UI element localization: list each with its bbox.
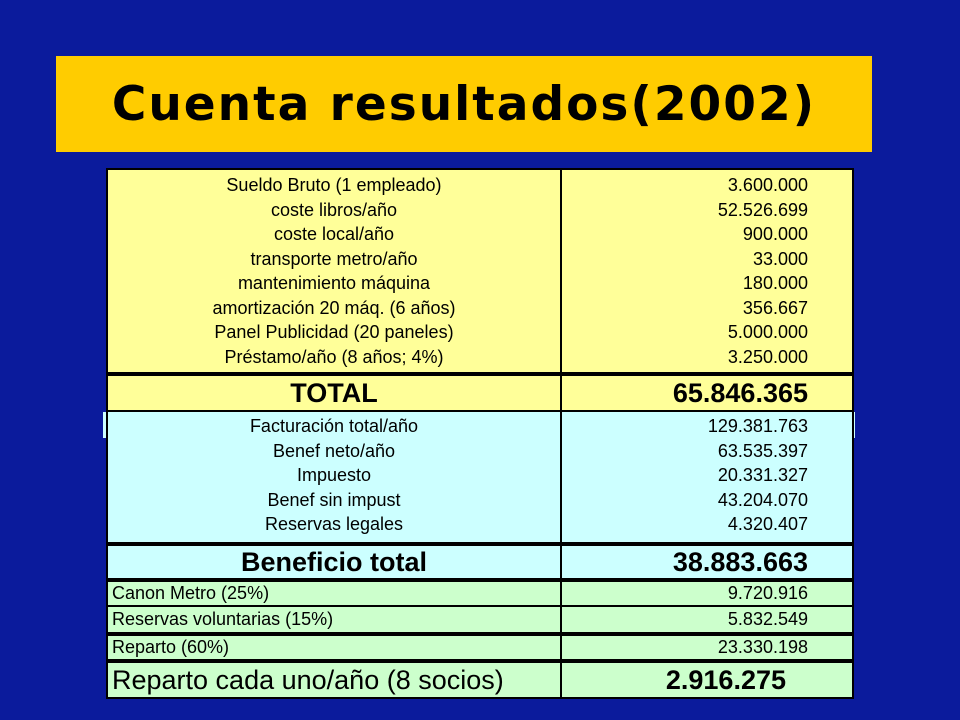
- cost-label: transporte metro/año: [250, 248, 418, 269]
- costs-values: [562, 170, 852, 372]
- reservas-voluntarias-row: [106, 607, 854, 634]
- cost-label: amortización 20 máq. (6 años): [212, 297, 456, 318]
- income-label: Facturación total/año: [249, 416, 419, 436]
- cost-label: mantenimiento máquina: [237, 273, 431, 293]
- total-value: 65.846.365: [672, 377, 808, 408]
- cost-value: 356.667: [742, 297, 808, 318]
- reparto-socio-label: Reparto cada uno/año (8 socios): [108, 663, 562, 697]
- page-title: Cuenta resultados(2002): [111, 76, 817, 132]
- reservas-voluntarias-label: Reservas voluntarias (15%): [108, 607, 562, 632]
- income-label: Reservas legales: [264, 514, 404, 534]
- cost-value: 3.600.000: [727, 175, 808, 195]
- cost-value: 3.250.000: [727, 346, 808, 367]
- income-value: 20.331.327: [717, 465, 808, 485]
- reparto-socio-row: [106, 661, 854, 699]
- reservas-voluntarias-value: 5.832.549: [727, 609, 808, 630]
- reparto-label: Reparto (60%): [108, 636, 562, 659]
- cost-value: 33.000: [752, 248, 808, 269]
- cost-label: coste local/año: [273, 224, 395, 244]
- costs-table: [106, 168, 854, 374]
- income-labels: [108, 412, 562, 542]
- income-value: 4.320.407: [727, 514, 808, 534]
- income-values: [562, 412, 852, 542]
- income-label: Benef sin impust: [267, 489, 401, 510]
- reparto-row: [106, 634, 854, 661]
- total-label: TOTAL: [108, 376, 562, 410]
- cost-label: Sueldo Bruto (1 empleado): [226, 175, 442, 195]
- cost-value: 5.000.000: [727, 322, 808, 342]
- canon-row: [106, 580, 854, 607]
- income-value: 129.381.763: [707, 416, 808, 436]
- cost-value: 900.000: [742, 224, 808, 244]
- canon-value: 9.720.916: [727, 583, 808, 604]
- income-label: Benef neto/año: [272, 440, 396, 461]
- reparto-socio-value: 2.916.275: [665, 664, 786, 695]
- cost-label: Préstamo/año (8 años; 4%): [224, 346, 444, 367]
- total-row: [106, 374, 854, 412]
- cost-value: 52.526.699: [717, 199, 808, 220]
- costs-labels: [108, 170, 562, 372]
- income-value: 43.204.070: [717, 489, 808, 510]
- income-label: Impuesto: [296, 465, 372, 485]
- cost-label: coste libros/año: [270, 199, 398, 220]
- title-banner: [56, 56, 872, 152]
- beneficio-total-label: Beneficio total: [108, 546, 562, 578]
- cost-value: 180.000: [742, 273, 808, 293]
- income-table: [106, 412, 854, 544]
- beneficio-total-value: 38.883.663: [672, 546, 808, 577]
- cost-label: Panel Publicidad (20 paneles): [214, 322, 454, 342]
- reparto-value: 23.330.198: [717, 637, 808, 658]
- beneficio-total-row: [106, 544, 854, 580]
- canon-label: Canon Metro (25%): [108, 582, 562, 605]
- income-value: 63.535.397: [717, 440, 808, 461]
